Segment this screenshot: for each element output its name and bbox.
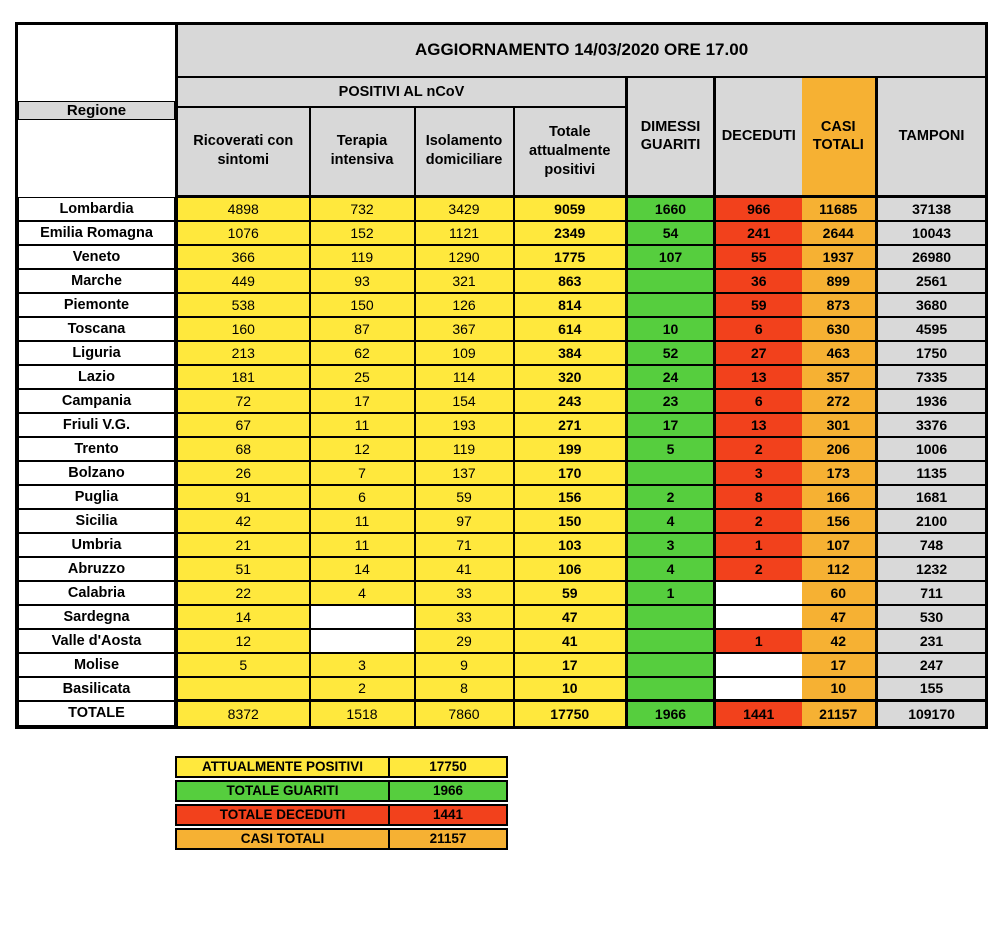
cell-terapia-intensiva: 732 [310, 197, 415, 221]
cell-dimessi-guariti [627, 677, 715, 701]
cell-totale-attualmente-positivi: 243 [514, 389, 627, 413]
cell-deceduti: 55 [715, 245, 802, 269]
cell-casi-totali: 42 [802, 629, 877, 653]
cell-totale-attualmente-positivi: 814 [514, 293, 627, 317]
cell-casi-totali: 272 [802, 389, 877, 413]
cell-terapia-intensiva: 62 [310, 341, 415, 365]
summary-value: 1966 [432, 783, 464, 799]
cell-dimessi-guariti: 4 [627, 509, 715, 533]
cell-deceduti: 27 [715, 341, 802, 365]
cell-totale-attualmente-positivi: 59 [514, 581, 627, 605]
region-name: Lombardia [17, 197, 177, 221]
cell-tamponi: 1681 [877, 485, 987, 509]
cell-ricoverati-con-sintomi: 181 [177, 365, 310, 389]
cell-ricoverati-con-sintomi: 72 [177, 389, 310, 413]
cell-casi-totali: 899 [802, 269, 877, 293]
cell-tamponi: 1135 [877, 461, 987, 485]
region-header-label: Regione [18, 101, 175, 120]
cell-terapia-intensiva: 6 [310, 485, 415, 509]
region-name: TOTALE [17, 701, 177, 728]
cell-isolamento-domiciliare: 367 [415, 317, 514, 341]
cell-casi-totali: 107 [802, 533, 877, 557]
cell-dimessi-guariti: 107 [627, 245, 715, 269]
cell-deceduti [715, 653, 802, 677]
cell-casi-totali: 21157 [802, 701, 877, 728]
cell-casi-totali: 630 [802, 317, 877, 341]
cell-totale-attualmente-positivi: 9059 [514, 197, 627, 221]
cell-dimessi-guariti [627, 269, 715, 293]
table-row [17, 677, 987, 701]
cell-totale-attualmente-positivi: 106 [514, 557, 627, 581]
cell-casi-totali: 2644 [802, 221, 877, 245]
cell-deceduti [715, 605, 802, 629]
region-name: Umbria [17, 533, 177, 557]
cell-casi-totali: 11685 [802, 197, 877, 221]
cell-isolamento-domiciliare: 71 [415, 533, 514, 557]
table-row [17, 269, 987, 293]
cell-terapia-intensiva: 3 [310, 653, 415, 677]
cell-casi-totali: 156 [802, 509, 877, 533]
cell-ricoverati-con-sintomi: 42 [177, 509, 310, 533]
cell-dimessi-guariti: 2 [627, 485, 715, 509]
header-totale-positivi: Totale attualmente positivi [514, 107, 627, 197]
cell-isolamento-domiciliare: 59 [415, 485, 514, 509]
cell-isolamento-domiciliare: 193 [415, 413, 514, 437]
cell-deceduti [715, 677, 802, 701]
cell-casi-totali: 873 [802, 293, 877, 317]
cell-isolamento-domiciliare: 33 [415, 581, 514, 605]
cell-isolamento-domiciliare: 137 [415, 461, 514, 485]
cell-ricoverati-con-sintomi: 213 [177, 341, 310, 365]
summary-label: TOTALE GUARITI [177, 782, 390, 800]
cell-terapia-intensiva: 25 [310, 365, 415, 389]
cell-deceduti: 966 [715, 197, 802, 221]
cell-totale-attualmente-positivi: 103 [514, 533, 627, 557]
cell-tamponi: 1232 [877, 557, 987, 581]
cell-casi-totali: 301 [802, 413, 877, 437]
region-name: Toscana [17, 317, 177, 341]
cell-totale-attualmente-positivi: 17 [514, 653, 627, 677]
update-title: AGGIORNAMENTO 14/03/2020 ORE 17.00 [177, 24, 987, 77]
cell-totale-attualmente-positivi: 2349 [514, 221, 627, 245]
cell-tamponi: 1006 [877, 437, 987, 461]
cell-isolamento-domiciliare: 154 [415, 389, 514, 413]
cell-isolamento-domiciliare: 3429 [415, 197, 514, 221]
summary-row [175, 780, 508, 802]
cell-casi-totali: 17 [802, 653, 877, 677]
positivi-group-header: POSITIVI AL nCoV [177, 77, 627, 107]
region-name: Sicilia [17, 509, 177, 533]
cell-ricoverati-con-sintomi: 1076 [177, 221, 310, 245]
cell-deceduti: 2 [715, 557, 802, 581]
summary-value: 21157 [429, 831, 467, 847]
cell-tamponi: 748 [877, 533, 987, 557]
cell-tamponi: 37138 [877, 197, 987, 221]
cell-tamponi: 2100 [877, 509, 987, 533]
cell-ricoverati-con-sintomi [177, 677, 310, 701]
cell-isolamento-domiciliare: 119 [415, 437, 514, 461]
cell-tamponi: 1750 [877, 341, 987, 365]
table-row [17, 509, 987, 533]
cell-terapia-intensiva: 93 [310, 269, 415, 293]
cell-terapia-intensiva: 4 [310, 581, 415, 605]
cell-ricoverati-con-sintomi: 4898 [177, 197, 310, 221]
summary-label: TOTALE DECEDUTI [177, 806, 390, 824]
table-row [17, 629, 987, 653]
cell-totale-attualmente-positivi: 47 [514, 605, 627, 629]
cell-isolamento-domiciliare: 41 [415, 557, 514, 581]
table-row [17, 365, 987, 389]
cell-dimessi-guariti: 1660 [627, 197, 715, 221]
cell-totale-attualmente-positivi: 10 [514, 677, 627, 701]
header-tamponi: TAMPONI [877, 77, 987, 197]
cell-tamponi: 711 [877, 581, 987, 605]
cell-isolamento-domiciliare: 7860 [415, 701, 514, 728]
cell-dimessi-guariti: 23 [627, 389, 715, 413]
region-name: Liguria [17, 341, 177, 365]
header-isolamento: Isolamento domiciliare [415, 107, 514, 197]
table-row [17, 557, 987, 581]
cell-deceduti: 2 [715, 437, 802, 461]
cell-terapia-intensiva [310, 629, 415, 653]
region-name: Lazio [17, 365, 177, 389]
cell-dimessi-guariti: 10 [627, 317, 715, 341]
cell-deceduti: 2 [715, 509, 802, 533]
cell-isolamento-domiciliare: 33 [415, 605, 514, 629]
region-name: Friuli V.G. [17, 413, 177, 437]
cell-casi-totali: 1937 [802, 245, 877, 269]
cell-totale-attualmente-positivi: 150 [514, 509, 627, 533]
table-row [17, 485, 987, 509]
table-row [17, 221, 987, 245]
table-row [17, 533, 987, 557]
cell-dimessi-guariti [627, 461, 715, 485]
table-row [17, 245, 987, 269]
cell-deceduti: 1 [715, 629, 802, 653]
cell-dimessi-guariti: 17 [627, 413, 715, 437]
cell-totale-attualmente-positivi: 17750 [514, 701, 627, 728]
cell-ricoverati-con-sintomi: 5 [177, 653, 310, 677]
cell-isolamento-domiciliare: 97 [415, 509, 514, 533]
table-row [17, 317, 987, 341]
covid-region-table [15, 22, 988, 729]
region-name: Puglia [17, 485, 177, 509]
cell-ricoverati-con-sintomi: 22 [177, 581, 310, 605]
total-row [17, 701, 987, 728]
cell-terapia-intensiva: 11 [310, 509, 415, 533]
summary-label: ATTUALMENTE POSITIVI [177, 758, 390, 776]
cell-deceduti: 59 [715, 293, 802, 317]
region-name: Sardegna [17, 605, 177, 629]
cell-deceduti: 13 [715, 365, 802, 389]
cell-terapia-intensiva: 2 [310, 677, 415, 701]
cell-ricoverati-con-sintomi: 68 [177, 437, 310, 461]
cell-dimessi-guariti [627, 629, 715, 653]
cell-terapia-intensiva: 12 [310, 437, 415, 461]
cell-dimessi-guariti: 1966 [627, 701, 715, 728]
region-name: Bolzano [17, 461, 177, 485]
cell-deceduti: 13 [715, 413, 802, 437]
cell-tamponi: 3376 [877, 413, 987, 437]
cell-deceduti [715, 581, 802, 605]
cell-deceduti: 36 [715, 269, 802, 293]
cell-terapia-intensiva: 87 [310, 317, 415, 341]
cell-dimessi-guariti [627, 605, 715, 629]
header-dimessi-guariti: DIMESSI GUARITI [627, 77, 715, 197]
cell-dimessi-guariti: 24 [627, 365, 715, 389]
cell-deceduti: 1441 [715, 701, 802, 728]
header-ricoverati: Ricoverati con sintomi [177, 107, 310, 197]
cell-terapia-intensiva [310, 605, 415, 629]
cell-terapia-intensiva: 150 [310, 293, 415, 317]
cell-totale-attualmente-positivi: 863 [514, 269, 627, 293]
table-row [17, 293, 987, 317]
cell-tamponi: 3680 [877, 293, 987, 317]
cell-tamponi: 155 [877, 677, 987, 701]
region-name: Valle d'Aosta [17, 629, 177, 653]
summary-value: 17750 [429, 759, 467, 775]
cell-deceduti: 241 [715, 221, 802, 245]
cell-totale-attualmente-positivi: 41 [514, 629, 627, 653]
cell-tamponi: 10043 [877, 221, 987, 245]
table-row [17, 581, 987, 605]
cell-terapia-intensiva: 11 [310, 533, 415, 557]
cell-tamponi: 109170 [877, 701, 987, 728]
table-body [17, 197, 987, 728]
cell-totale-attualmente-positivi: 614 [514, 317, 627, 341]
cell-ricoverati-con-sintomi: 26 [177, 461, 310, 485]
cell-ricoverati-con-sintomi: 160 [177, 317, 310, 341]
cell-dimessi-guariti [627, 293, 715, 317]
region-name: Emilia Romagna [17, 221, 177, 245]
region-name: Molise [17, 653, 177, 677]
table-row [17, 413, 987, 437]
cell-totale-attualmente-positivi: 156 [514, 485, 627, 509]
cell-deceduti: 8 [715, 485, 802, 509]
summary-row [175, 828, 508, 850]
cell-isolamento-domiciliare: 321 [415, 269, 514, 293]
cell-ricoverati-con-sintomi: 14 [177, 605, 310, 629]
cell-terapia-intensiva: 152 [310, 221, 415, 245]
table-row [17, 653, 987, 677]
cell-terapia-intensiva: 17 [310, 389, 415, 413]
header-terapia-intensiva: Terapia intensiva [310, 107, 415, 197]
region-name: Calabria [17, 581, 177, 605]
cell-dimessi-guariti [627, 653, 715, 677]
cell-tamponi: 2561 [877, 269, 987, 293]
summary-table [175, 756, 508, 850]
cell-totale-attualmente-positivi: 199 [514, 437, 627, 461]
cell-tamponi: 530 [877, 605, 987, 629]
summary-row [175, 804, 508, 826]
summary-value: 1441 [432, 807, 464, 823]
cell-casi-totali: 357 [802, 365, 877, 389]
cell-isolamento-domiciliare: 126 [415, 293, 514, 317]
cell-ricoverati-con-sintomi: 366 [177, 245, 310, 269]
cell-casi-totali: 206 [802, 437, 877, 461]
cell-deceduti: 6 [715, 389, 802, 413]
cell-isolamento-domiciliare: 9 [415, 653, 514, 677]
cell-tamponi: 247 [877, 653, 987, 677]
cell-casi-totali: 166 [802, 485, 877, 509]
table-row [17, 437, 987, 461]
cell-deceduti: 3 [715, 461, 802, 485]
cell-totale-attualmente-positivi: 1775 [514, 245, 627, 269]
table-row [17, 605, 987, 629]
table-row [17, 197, 987, 221]
region-name: Abruzzo [17, 557, 177, 581]
table-row [17, 389, 987, 413]
cell-dimessi-guariti: 4 [627, 557, 715, 581]
cell-casi-totali: 10 [802, 677, 877, 701]
region-name: Veneto [17, 245, 177, 269]
cell-tamponi: 1936 [877, 389, 987, 413]
cell-isolamento-domiciliare: 8 [415, 677, 514, 701]
cell-totale-attualmente-positivi: 170 [514, 461, 627, 485]
cell-totale-attualmente-positivi: 384 [514, 341, 627, 365]
region-name: Trento [17, 437, 177, 461]
cell-ricoverati-con-sintomi: 51 [177, 557, 310, 581]
cell-dimessi-guariti: 54 [627, 221, 715, 245]
table-row [17, 341, 987, 365]
cell-dimessi-guariti: 52 [627, 341, 715, 365]
cell-deceduti: 6 [715, 317, 802, 341]
summary-label: CASI TOTALI [177, 830, 390, 848]
header-deceduti: DECEDUTI [715, 77, 802, 197]
cell-terapia-intensiva: 11 [310, 413, 415, 437]
region-name: Campania [17, 389, 177, 413]
region-name: Piemonte [17, 293, 177, 317]
header-casi-totali: CASI TOTALI [802, 77, 877, 197]
cell-casi-totali: 112 [802, 557, 877, 581]
cell-tamponi: 26980 [877, 245, 987, 269]
cell-dimessi-guariti: 5 [627, 437, 715, 461]
cell-casi-totali: 47 [802, 605, 877, 629]
cell-dimessi-guariti: 3 [627, 533, 715, 557]
cell-isolamento-domiciliare: 114 [415, 365, 514, 389]
cell-terapia-intensiva: 119 [310, 245, 415, 269]
cell-ricoverati-con-sintomi: 91 [177, 485, 310, 509]
cell-ricoverati-con-sintomi: 12 [177, 629, 310, 653]
cell-deceduti: 1 [715, 533, 802, 557]
cell-casi-totali: 60 [802, 581, 877, 605]
cell-totale-attualmente-positivi: 271 [514, 413, 627, 437]
cell-isolamento-domiciliare: 109 [415, 341, 514, 365]
cell-tamponi: 231 [877, 629, 987, 653]
region-name: Basilicata [17, 677, 177, 701]
cell-isolamento-domiciliare: 1290 [415, 245, 514, 269]
region-column-header [17, 24, 177, 197]
cell-ricoverati-con-sintomi: 449 [177, 269, 310, 293]
cell-totale-attualmente-positivi: 320 [514, 365, 627, 389]
cell-terapia-intensiva: 7 [310, 461, 415, 485]
cell-terapia-intensiva: 14 [310, 557, 415, 581]
cell-casi-totali: 463 [802, 341, 877, 365]
cell-isolamento-domiciliare: 29 [415, 629, 514, 653]
summary-row [175, 756, 508, 778]
cell-terapia-intensiva: 1518 [310, 701, 415, 728]
cell-ricoverati-con-sintomi: 8372 [177, 701, 310, 728]
cell-ricoverati-con-sintomi: 538 [177, 293, 310, 317]
cell-tamponi: 7335 [877, 365, 987, 389]
cell-tamponi: 4595 [877, 317, 987, 341]
cell-casi-totali: 173 [802, 461, 877, 485]
table-row [17, 461, 987, 485]
cell-dimessi-guariti: 1 [627, 581, 715, 605]
cell-ricoverati-con-sintomi: 67 [177, 413, 310, 437]
region-name: Marche [17, 269, 177, 293]
cell-ricoverati-con-sintomi: 21 [177, 533, 310, 557]
cell-isolamento-domiciliare: 1121 [415, 221, 514, 245]
